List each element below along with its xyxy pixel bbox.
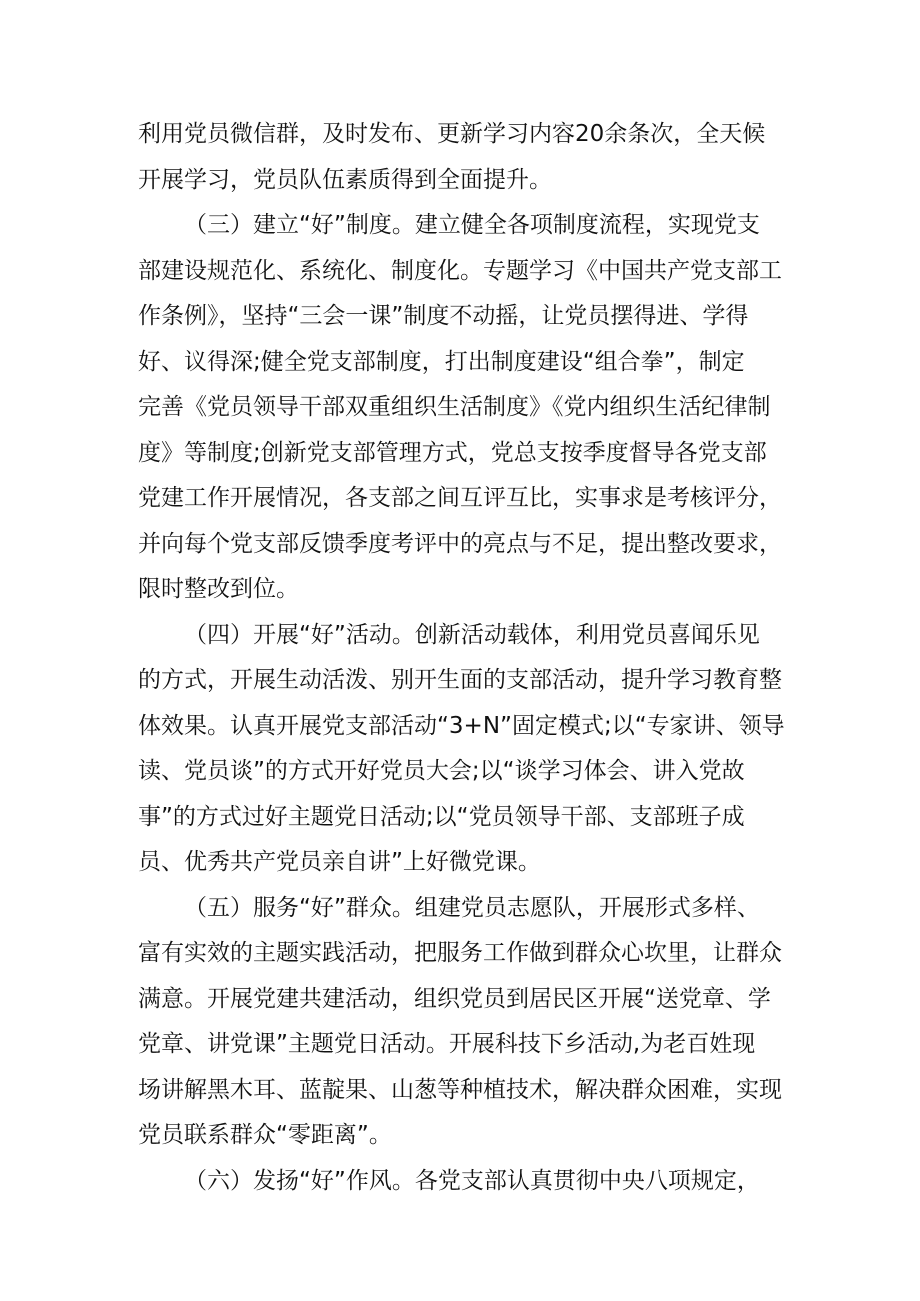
text-line: 满意。开展党建共建活动，组织党员到居民区开展“送党章、学 — [138, 985, 771, 1012]
text-line: 限时整改到位。 — [138, 576, 299, 602]
text-line: 利用党员微信群，及时发布、更新学习内容20余条次，全天候 — [138, 121, 766, 147]
paragraph-first-line: （四）开展“好”活动。创新活动载体，利用党员喜闻乐见 — [184, 621, 760, 648]
text-line: 的方式，开展生动活泼、别开生面的支部活动，提升学习教育整 — [138, 667, 782, 693]
text-line: 党章、讲党课”主题党日活动。开展科技下乡活动,为老百姓现 — [138, 1031, 756, 1057]
text-line: 员、优秀共产党员亲自讲”上好微党课。 — [138, 849, 541, 875]
text-line: 事”的方式过好主题党日活动;以“党员领导干部、支部班子成 — [138, 803, 745, 830]
text-line: 党员联系群众“零距离”。 — [138, 1122, 392, 1148]
document-body — [138, 112, 798, 1204]
text-line: 完善《党员领导干部双重组织生活制度》《党内组织生活纪律制 — [138, 394, 771, 420]
text-line: 部建设规范化、系统化、制度化。专题学习《中国共产党支部工 — [138, 257, 782, 284]
paragraph-first-line: （三）建立“好”制度。建立健全各项制度流程，实现党支 — [184, 212, 760, 238]
text-line: 作条例》，坚持“三会一课”制度不动摇，让党员摆得进、学得 — [138, 303, 749, 329]
text-line: 体效果。认真开展党支部活动“3+N”固定模式;以“专家讲、领导 — [138, 712, 785, 739]
text-line: 度》等制度;创新党支部管理方式，党总支按季度督导各党支部 — [138, 439, 767, 466]
text-line: 并向每个党支部反馈季度考评中的亮点与不足，提出整改要求， — [138, 530, 782, 557]
paragraph-first-line: （六）发扬“好”作风。各党支部认真贯彻中央八项规定， — [184, 1167, 760, 1194]
text-line: 开展学习，党员队伍素质得到全面提升。 — [138, 166, 552, 193]
text-line: 富有实效的主题实践活动，把服务工作做到群众心坎里，让群众 — [138, 940, 782, 966]
text-line: 读、党员谈”的方式开好党员大会;以“谈学习体会、讲入党故 — [138, 758, 745, 784]
text-line: 场讲解黑木耳、蓝靛果、山葱等种植技术，解决群众困难，实现 — [138, 1076, 782, 1103]
paragraph-first-line: （五）服务“好”群众。组建党员志愿队，开展形式多样、 — [184, 894, 760, 921]
text-line: 党建工作开展情况，各支部之间互评互比，实事求是考核评分， — [138, 485, 782, 511]
text-line: 好、议得深;健全党支部制度，打出制度建设“组合拳”，制定 — [138, 348, 745, 375]
